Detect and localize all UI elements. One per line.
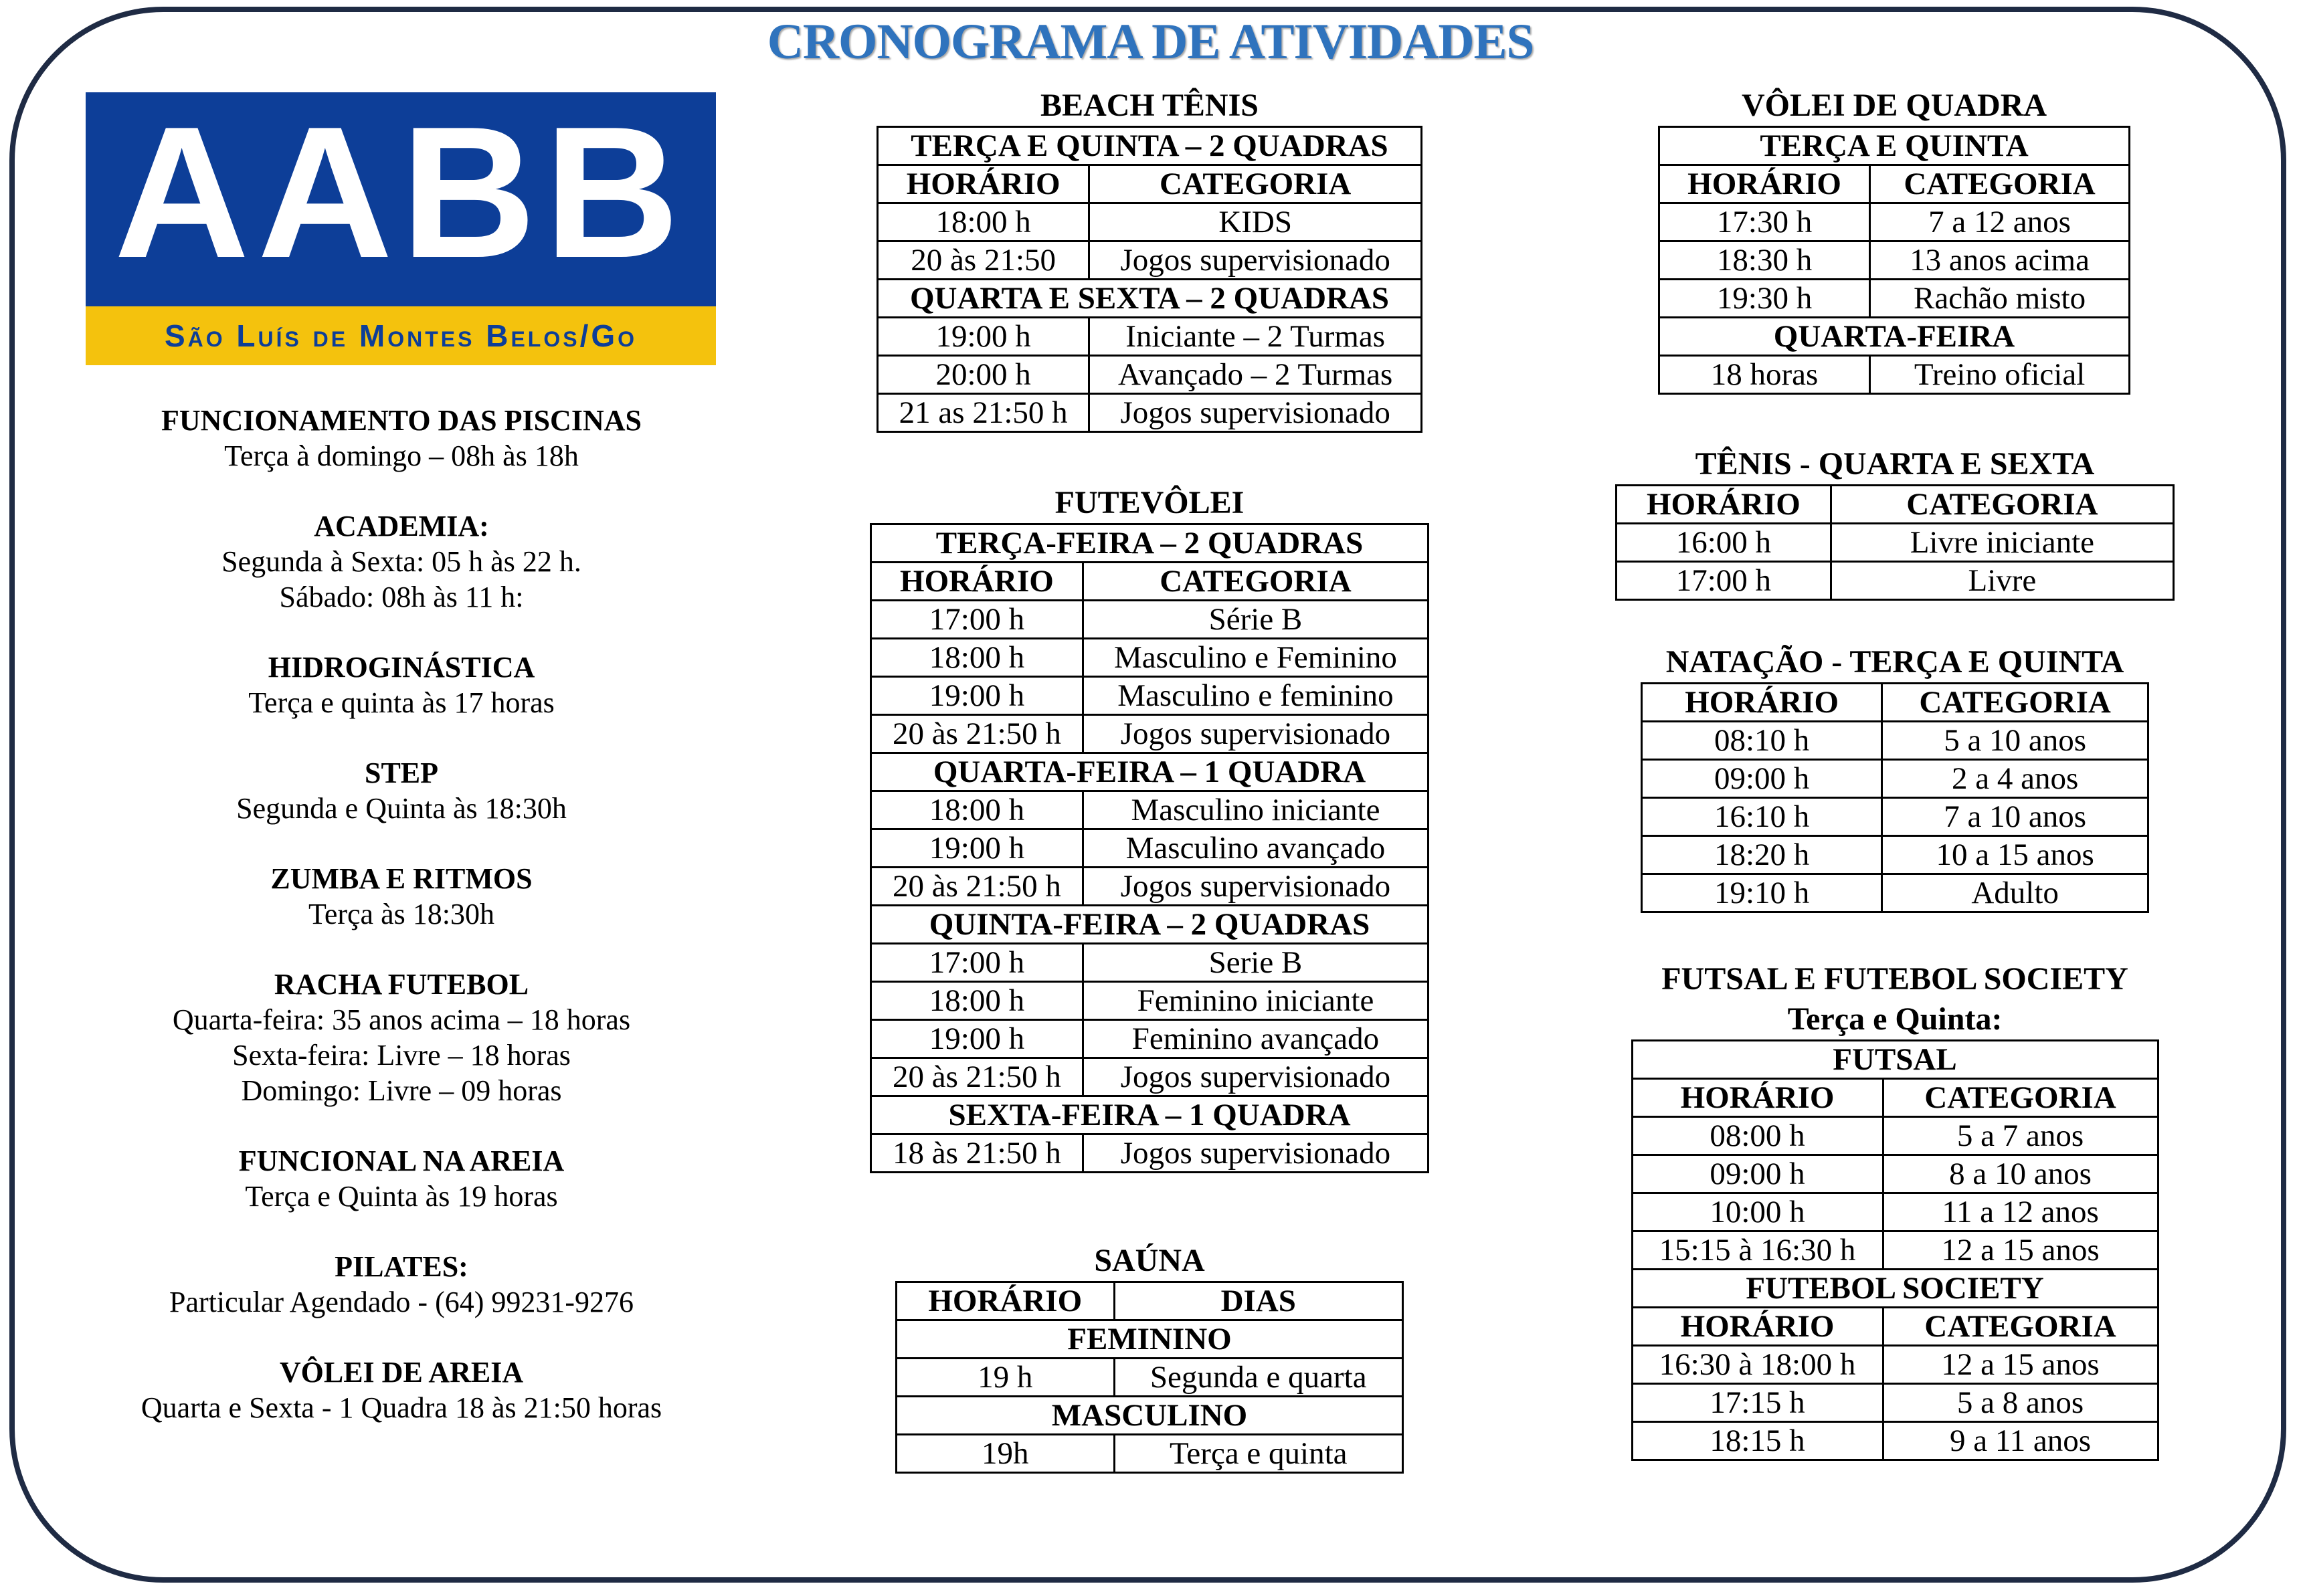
time-cell: 19:00 h [871, 677, 1083, 715]
time-cell: 18:30 h [1659, 241, 1870, 280]
activity-line: Sábado: 08h às 11 h: [279, 581, 524, 613]
activity-heading: RACHA FUTEBOL [274, 968, 529, 1001]
activity-line: Sexta-feira: Livre – 18 horas [232, 1039, 571, 1072]
group-label: FEMININO [897, 1320, 1403, 1359]
table-row [1617, 524, 2174, 562]
table-row [878, 356, 1422, 394]
header-horario: HORÁRIO [1659, 165, 1870, 203]
category-cell: 13 anos acima [1870, 241, 2130, 280]
time-cell: 10:00 h [1632, 1193, 1883, 1231]
table-row [871, 1020, 1429, 1058]
header-row [1642, 684, 2148, 722]
volei-quadra-table [1658, 126, 2130, 395]
category-cell: 7 a 10 anos [1882, 798, 2148, 836]
category-cell: Serie B [1083, 944, 1428, 982]
time-cell: 18:00 h [871, 639, 1083, 677]
header-horario: HORÁRIO [878, 165, 1089, 203]
table-row [1659, 241, 2130, 280]
header-categoria: CATEGORIA [1089, 165, 1422, 203]
category-cell: Iniciante – 2 Turmas [1089, 318, 1422, 356]
time-cell: 17:00 h [1617, 562, 1831, 600]
group-row [897, 1320, 1403, 1359]
header-categoria: CATEGORIA [1882, 684, 2148, 722]
table-row [1632, 1231, 2158, 1270]
header-row [1617, 486, 2174, 524]
time-cell: 09:00 h [1632, 1155, 1883, 1193]
group-label: TERÇA-FEIRA – 2 QUADRAS [871, 524, 1429, 563]
activity-line: Particular Agendado - (64) 99231-9276 [169, 1286, 634, 1318]
time-cell: 18:15 h [1632, 1422, 1883, 1460]
table-row [871, 829, 1429, 868]
table-row [1659, 280, 2130, 318]
volei-quadra-section [1658, 86, 2130, 395]
table-row [1632, 1422, 2158, 1460]
category-cell: 2 a 4 anos [1882, 760, 2148, 798]
table-row [871, 677, 1429, 715]
activity-heading: FUNCIONAMENTO DAS PISCINAS [161, 404, 642, 437]
header-horario: HORÁRIO [897, 1282, 1115, 1320]
beach-tenis-title: BEACH TÊNIS [1040, 88, 1259, 123]
table-row [1632, 1117, 2158, 1155]
header-row [1632, 1308, 2158, 1346]
category-cell: Masculino iniciante [1083, 791, 1428, 829]
category-cell: 11 a 12 anos [1883, 1193, 2158, 1231]
group-label: TERÇA E QUINTA – 2 QUADRAS [878, 127, 1422, 165]
table-row [897, 1359, 1403, 1397]
tenis-section [1615, 444, 2175, 601]
category-cell: Terça e quinta [1114, 1435, 1403, 1473]
group-label: FUTEBOL SOCIETY [1632, 1270, 2158, 1308]
time-cell: 19:30 h [1659, 280, 1870, 318]
category-cell: 9 a 11 anos [1883, 1422, 2158, 1460]
table-row [871, 601, 1429, 639]
activity-block [80, 1355, 723, 1425]
activity-heading: HIDROGINÁSTICA [268, 651, 535, 684]
category-cell: Rachão misto [1870, 280, 2130, 318]
group-label: QUINTA-FEIRA – 2 QUADRAS [871, 906, 1429, 944]
time-cell: 19:00 h [871, 829, 1083, 868]
sauna-title: SAÚNA [1094, 1243, 1205, 1278]
header-dias: DIAS [1114, 1282, 1403, 1320]
category-cell: Jogos supervisionado [1083, 868, 1428, 906]
table-row [871, 639, 1429, 677]
table-row [871, 868, 1429, 906]
category-cell: KIDS [1089, 203, 1422, 241]
category-cell: Masculino e feminino [1083, 677, 1428, 715]
group-row [878, 127, 1422, 165]
header-horario: HORÁRIO [871, 563, 1083, 601]
table-row [1642, 798, 2148, 836]
activity-block [80, 508, 723, 615]
header-row [897, 1282, 1403, 1320]
category-cell: Feminino avançado [1083, 1020, 1428, 1058]
activity-block [80, 403, 723, 474]
group-label: MASCULINO [897, 1397, 1403, 1435]
time-cell: 18:00 h [871, 982, 1083, 1020]
header-horario: HORÁRIO [1617, 486, 1831, 524]
category-cell: 12 a 15 anos [1883, 1346, 2158, 1384]
activity-block [80, 1249, 723, 1320]
time-cell: 15:15 à 16:30 h [1632, 1231, 1883, 1270]
beach-tenis-section [877, 86, 1422, 433]
header-categoria: CATEGORIA [1870, 165, 2130, 203]
activity-line: Quarta-feira: 35 anos acima – 18 horas [172, 1003, 631, 1036]
activity-line: Segunda e Quinta às 18:30h [236, 792, 567, 825]
header-categoria: CATEGORIA [1083, 563, 1428, 601]
time-cell: 20 às 21:50 h [871, 1058, 1083, 1096]
table-row [878, 203, 1422, 241]
page-title: CRONOGRAMA DE ATIVIDADES [767, 14, 1534, 70]
table-row [897, 1435, 1403, 1473]
group-label: TERÇA E QUINTA [1659, 127, 2130, 165]
group-row [1659, 127, 2130, 165]
time-cell: 18:20 h [1642, 836, 1882, 874]
group-row [878, 280, 1422, 318]
beach-tenis-table [877, 126, 1422, 433]
header-row [1659, 165, 2130, 203]
sauna-section [895, 1241, 1404, 1474]
time-cell: 08:10 h [1642, 722, 1882, 760]
header-row [1632, 1079, 2158, 1117]
table-row [1632, 1384, 2158, 1422]
time-cell: 09:00 h [1642, 760, 1882, 798]
futevolei-title: FUTEVÔLEI [1054, 485, 1245, 520]
time-cell: 08:00 h [1632, 1117, 1883, 1155]
table-row [1632, 1155, 2158, 1193]
activity-line: Terça à domingo – 08h às 18h [224, 439, 579, 472]
logo-location-strip: São Luís de Montes Belos/Go [86, 306, 716, 365]
left-activities-column [80, 403, 723, 1460]
time-cell: 19h [897, 1435, 1115, 1473]
header-horario: HORÁRIO [1642, 684, 1882, 722]
category-cell: Masculino e Feminino [1083, 639, 1428, 677]
time-cell: 19:00 h [871, 1020, 1083, 1058]
category-cell: 12 a 15 anos [1883, 1231, 2158, 1270]
time-cell: 16:30 à 18:00 h [1632, 1346, 1883, 1384]
time-cell: 18 horas [1659, 356, 1870, 394]
group-row [871, 906, 1429, 944]
category-cell: Jogos supervisionado [1089, 394, 1422, 432]
header-categoria: CATEGORIA [1883, 1308, 2158, 1346]
group-label: SEXTA-FEIRA – 1 QUADRA [871, 1096, 1429, 1134]
time-cell: 18:00 h [871, 791, 1083, 829]
category-cell: 7 a 12 anos [1870, 203, 2130, 241]
futevolei-table [870, 523, 1429, 1173]
category-cell: 5 a 8 anos [1883, 1384, 2158, 1422]
category-cell: Avançado – 2 Turmas [1089, 356, 1422, 394]
activity-heading: ZUMBA E RITMOS [270, 862, 533, 895]
time-cell: 20 às 21:50 h [871, 868, 1083, 906]
table-row [1632, 1346, 2158, 1384]
group-row [1632, 1270, 2158, 1308]
time-cell: 18 às 21:50 h [871, 1134, 1083, 1173]
natacao-title: NATAÇÃO - TERÇA E QUINTA [1665, 644, 2124, 680]
category-cell: Feminino iniciante [1083, 982, 1428, 1020]
activity-line: Quarta e Sexta - 1 Quadra 18 às 21:50 horas [141, 1391, 662, 1424]
activity-line: Terça e quinta às 17 horas [248, 686, 555, 719]
time-cell: 20 às 21:50 h [871, 715, 1083, 753]
table-row [1659, 356, 2130, 394]
activity-heading: FUNCIONAL NA AREIA [238, 1144, 565, 1177]
activity-block [80, 1143, 723, 1214]
aabb-logo [86, 88, 716, 365]
header-categoria: CATEGORIA [1883, 1079, 2158, 1117]
activity-block [80, 967, 723, 1108]
table-row [878, 241, 1422, 280]
group-label: QUARTA-FEIRA – 1 QUADRA [871, 753, 1429, 791]
header-horario: HORÁRIO [1632, 1079, 1883, 1117]
category-cell: Livre iniciante [1831, 524, 2173, 562]
time-cell: 16:10 h [1642, 798, 1882, 836]
activity-block [80, 650, 723, 720]
time-cell: 17:00 h [871, 944, 1083, 982]
category-cell: 8 a 10 anos [1883, 1155, 2158, 1193]
activity-line: Terça e Quinta às 19 horas [245, 1180, 558, 1213]
time-cell: 20 às 21:50 [878, 241, 1089, 280]
activity-line: Terça às 18:30h [308, 898, 494, 930]
time-cell: 19:00 h [878, 318, 1089, 356]
logo-wordmark: AABB [114, 88, 688, 297]
category-cell: Jogos supervisionado [1083, 1134, 1428, 1173]
category-cell: Jogos supervisionado [1083, 715, 1428, 753]
futsal-society-section [1614, 959, 2176, 1461]
header-row [878, 165, 1422, 203]
group-row [1632, 1041, 2158, 1079]
time-cell: 16:00 h [1617, 524, 1831, 562]
category-cell: 10 a 15 anos [1882, 836, 2148, 874]
time-cell: 17:00 h [871, 601, 1083, 639]
futsal-society-table [1631, 1039, 2159, 1461]
activity-line: Domingo: Livre – 09 horas [241, 1074, 562, 1107]
table-row [1632, 1193, 2158, 1231]
table-row [871, 1058, 1429, 1096]
group-label: FUTSAL [1632, 1041, 2158, 1079]
table-row [1659, 203, 2130, 241]
category-cell: Livre [1831, 562, 2173, 600]
time-cell: 17:30 h [1659, 203, 1870, 241]
group-label: QUARTA E SEXTA – 2 QUADRAS [878, 280, 1422, 318]
group-row [871, 524, 1429, 563]
table-row [1642, 722, 2148, 760]
category-cell: 5 a 7 anos [1883, 1117, 2158, 1155]
category-cell: 5 a 10 anos [1882, 722, 2148, 760]
futsal-society-title: FUTSAL E FUTEBOL SOCIETY [1661, 961, 2128, 997]
group-row [897, 1397, 1403, 1435]
futevolei-section [870, 483, 1429, 1173]
tenis-table [1615, 484, 2175, 601]
activity-heading: ACADEMIA: [314, 510, 489, 542]
volei-quadra-title: VÔLEI DE QUADRA [1741, 88, 2047, 123]
activity-block [80, 861, 723, 932]
group-label: QUARTA-FEIRA [1659, 318, 2130, 356]
time-cell: 17:15 h [1632, 1384, 1883, 1422]
header-row [871, 563, 1429, 601]
time-cell: 19:10 h [1642, 874, 1882, 912]
table-row [1642, 760, 2148, 798]
tenis-title: TÊNIS - QUARTA E SEXTA [1695, 446, 2095, 482]
table-row [1617, 562, 2174, 600]
natacao-section [1641, 642, 2149, 913]
activity-heading: PILATES: [335, 1250, 468, 1283]
table-row [878, 318, 1422, 356]
table-row [871, 715, 1429, 753]
activity-heading: VÔLEI DE AREIA [279, 1356, 524, 1389]
table-row [871, 944, 1429, 982]
activity-heading: STEP [364, 757, 439, 789]
category-cell: Adulto [1882, 874, 2148, 912]
time-cell: 21 as 21:50 h [878, 394, 1089, 432]
category-cell: Jogos supervisionado [1089, 241, 1422, 280]
time-cell: 18:00 h [878, 203, 1089, 241]
table-row [871, 791, 1429, 829]
activity-block [80, 755, 723, 826]
category-cell: Jogos supervisionado [1083, 1058, 1428, 1096]
table-row [871, 1134, 1429, 1173]
header-categoria: CATEGORIA [1831, 486, 2173, 524]
category-cell: Segunda e quarta [1114, 1359, 1403, 1397]
category-cell: Masculino avançado [1083, 829, 1428, 868]
category-cell: Treino oficial [1870, 356, 2130, 394]
group-row [1659, 318, 2130, 356]
group-row [871, 753, 1429, 791]
futsal-society-subtitle: Terça e Quinta: [1787, 1001, 2003, 1037]
header-horario: HORÁRIO [1632, 1308, 1883, 1346]
table-row [878, 394, 1422, 432]
table-row [1642, 874, 2148, 912]
activity-line: Segunda à Sexta: 05 h às 22 h. [221, 545, 581, 578]
table-row [871, 982, 1429, 1020]
time-cell: 19 h [897, 1359, 1115, 1397]
category-cell: Série B [1083, 601, 1428, 639]
sauna-table [895, 1281, 1404, 1474]
natacao-table [1641, 682, 2149, 913]
table-row [1642, 836, 2148, 874]
group-row [871, 1096, 1429, 1134]
time-cell: 20:00 h [878, 356, 1089, 394]
